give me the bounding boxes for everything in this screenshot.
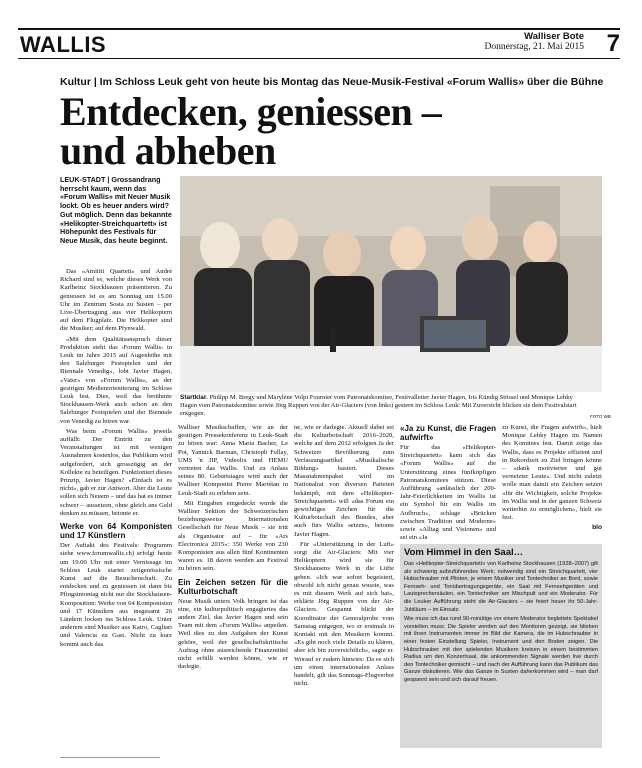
paper-name: Walliser Bote [524, 31, 584, 42]
article-column-4 [400, 424, 496, 540]
col4-subheading: «Ja zu Kunst, die Fragen aufwirft» [400, 424, 496, 442]
col5-paragraph: zu Kunst, die Fragen aufwirft», hielt Monique Lehky Hagen im Namen des Komitees fest. Damit zeige das Wallis, dass es Projekte effizient und in Rekordzeit zu Ziel bringen könne – «dank motivierter und gut vernetzter Leute». Und nicht zuletzt wolle man damit ein Zeichen setzen «für die Wichtigkeit, solche Projekte im Wallis und in der ganzen Schweiz weiterhin zu ermöglichen», hielt sie fest. [502, 424, 602, 522]
footer-rule [60, 757, 160, 758]
col1-paragraph: Was beim «Forum Wallis» jeweils auffällt: Der Eintritt zu den Veranstaltungen ist mit wenigen Ausnahmen kostenlos, das Publikum wird aufgefordert, sich grosszügig an der Kollekte zu beteiligen. Funktioniert dieses Prinzip, Javier Hagen? «Einfach ist es nicht», gab er zur Antwort. Aber die Leute sollen sich Neuem – und das hat es immer schwer – aussetzen, ohne gleich ans Geld denken zu müssen, betonte er. [60, 427, 172, 517]
issue-date: Donnerstag, 21. Mai 2015 [484, 42, 584, 52]
col1-paragraph: «Mit dem Qualitätsanspruch dieser Produktion steht das ‹Forum Wallis› in Leuk im Jahre 2015 auf Augenhöhe mit den Salzburger Festspielen und der Biennale Venedig», lobt Javier Hagen, «Vater» von «Forum Wallis», an der gestrigen Medienorientierung im Schloss Leuk fest. Dies, weil das berühmte Stockhausen-Werk auch schon an den Salzburger Festspielen und der Biennale von Venedig zu hören war. [60, 335, 172, 425]
header-top-rule [18, 28, 620, 30]
col3-paragraph: ne, wie er darlegte. Aktuell dabei sei die Kulturbotschaft 2016–2020, welche auf dem 2012 erfolgten Ja der Schweizer Bevölkerung zum Verfassungsartikel «Musikalische Bildung» basiert. Dieses Massnahmenpaket wird im Nationalrat von diversen Parteien bekämpft, mit dem «Helikopter-Streichquartett» will «das Forum ein gewichtiges Zeichen für die Kulturbotschaft des Bundes, aber auch fürs Wallis setzen», betonte Javier Hagen. [294, 424, 394, 538]
caption-text: Philipp M. Bregy und Marylène Volpi Fournier vom Patronatskomitee, Festivalleiter Javier Hagen, Iris Kündig Stössel und Monique Lehky Hagen vom Patronatskomitee sowie Jörg Ruppen von der Air-Glaciers (von links) gestern im Schloss Leuk: Mit Zuversicht blicken sie dem Festivalstart entgegen. [180, 394, 577, 417]
article-column-1 [60, 268, 172, 754]
col2-paragraph: Neue Musik unters Volk bringen ist das eine, ein kulturpolitisch engagiertes das andere Ziel, das Javier Hagen und sein Team mit dem «Forum Wallis» anpeilen. Weil dies zu den Aufgaben der Kunst gehöre, weil der gesellschaftskritische Auftrag ohne ausreichende Finanzmittel nicht erfüllt werden könne, wie er darlegte. [178, 597, 288, 671]
header-bottom-rule [18, 58, 620, 59]
article-column-2 [178, 424, 288, 754]
info-box-paragraph: Wie muss ich das rund 90-minütige vor einem Moderator begleitete Spektakel vorstellen muss: Die Spieler werden auf den Monitoren gezeigt, sie blieben mit ihren Instrumenten immer im Bild der Kamera, die im Hubschrauber in einer festen Einstellung Spieler, Instrument und den Boden zeigen. Die Hubschrauber mit den spielenden Musikern kreisen in einem bestimmten Radius um den Konzertsaal, die ankommenden Signale werden live durch den Tontechniker gemischt – und nach der Aufführung kann das Publikum das Ganze diskutieren. Wie das Ganze in Susten daherkommen wird – man darf gespannt sein und sich darauf freuen. [404, 616, 598, 683]
col5-signature-wrap [502, 524, 602, 532]
section-title: WALLIS [20, 32, 107, 57]
kicker: Kultur | Im Schloss Leuk geht von heute bis Montag das Neue-Musik-Festival «Forum Wallis» über die Bühne [60, 76, 604, 88]
col3-paragraph: Für «Unterstützung in der Luft» sorgt die Air-Glaciers: Mit vier Helikoptern wird sie für Stockhausens Werk in die Lüfte geben. «Ich war sofort begeistert, obwohl ich nicht genau wusste, was es mit diesem Werk auf sich hat», erklärte Jörg Ruppen von der Air-Glaciers. Gespannt blickt der Koordinator der Generalprobe vom Samstag entgegen, wo er erstmals in Kontakt mit den Musikern kommt. «Es gibt noch viele Details zu klären, aber ich bin zuversichtlich», sagte er. Worauf er zudem hinwies: Da es sich um einen internationalen Anlass handelt, gilt das Sonntags-Flugverbot nicht. [294, 540, 394, 688]
headline-line-1: Entdecken, geniessen – [60, 89, 442, 134]
col2-paragraph: Walliser Musikschaffen, wie an der gestrigen Pressekonferenz in Leuk-Stadt zu hören war: Anna Maria Bacher, Le Pot, Yannick Barman, Christoph Fellay, UMS 'n JIP, Videolix und HEMU vertreten das Wallis. Und zu Anlass seines 80. Geburtstages wird auch der Walliser Komponist Pierre Mariétan in Leuk-Stadt zu erleben sein. [178, 424, 288, 497]
info-box-text [404, 561, 598, 687]
col1-paragraph: Das «Amiitti Quartett» und André Richard sind es, welche dieses Werk von Karlheinz Stockhausen präsentieren. Zu geniessen ist es am Sonntag um 15.00 Uhr im Zentrum Sosta zu Susten – per Live-Übertragung aus vier Helikoptern auf dem Flugplatz. Die Helikopter sind die Musiker; auf dem Pfynwald. [60, 268, 172, 333]
col1-paragraph: Der Auftakt des Festivals: Programm siehe www.forumwallis.ch) erfolgt heute um 19.00 Uhr mit einer Vernissage im Schloss Leuk startet zeitgenössische Kunst auf die Besucherschaft. Zu entdecken und zu geniessen ist dann bis Pfingstmontag nicht nur die Stockhausen-Komposition: Werke von 64 Komponisten und 17 Künstlern aus insgesamt 26 Ländern locken ins Schloss Leuk. Unter anderem sind Musiker aus Kairo, Cagliari und Valencia zu Gast. Nicht zu kurz kommt auch das [60, 542, 172, 648]
photo-illustration [180, 176, 602, 392]
page-number: 7 [606, 30, 620, 57]
photo-caption [180, 394, 588, 418]
lead-paragraph: LEUK-STADT | Grossandrang herrscht kaum, wenn das «Forum Wallis» mit Neuer Musik lockt. Ob es heuer anders wird? Gut möglich. Denn das bekannte «Helikopter-Streichquartett» ist Höhepunkt des Festivals für Neue Musik, das heute beginnt. [60, 175, 172, 245]
headline [60, 89, 600, 173]
article-photo [180, 176, 602, 392]
col1-subheading: Werke von 64 Komponisten und 17 Künstlern [60, 522, 172, 541]
article-column-3 [294, 424, 394, 754]
info-box-title: Vom Himmel in den Saal… [404, 547, 524, 558]
col2-paragraph: Mit Eingaben eingedeckt wurde die Walliser Sektion der Schweizerischen beziehungsweise Internationalen Gesellschaft für Neue Musik – sie tritt als Organisator auf – für «Ars Electronica 2015»: 350 Werke von 230 Komponisten aus allen fünf Kontinenten waren es. 18 davon werden am Festival zu hören sein. [178, 499, 288, 573]
info-box-paragraph: Das «Helikopter-Streichquartett» von Karlheinz Stockhausen (1928–2007) gilt als schwierig aufzuführendes Werk; notwendig sind ein Streichquartett, vier Hubschrauber mit Piloten, je einem Musiker und Tontechniker an Bord, sowie Fernseh- und Tonübertragungsgeräte, ein Saal mit Fernsehgeräten und Lautsprechersäulen, ein Tontechniker am Mischpult und ein Moderator. Für die Leuker Aufführung steht die Air-Glaciers – sie feiert heuer ihr 50-Jahr-Jubiläum – im Einsatz. [404, 561, 598, 613]
paper-masthead [485, 31, 584, 53]
col2-subheading: Ein Zeichen setzen für die Kulturbotschaft [178, 577, 288, 596]
headline-line-2: und abheben [60, 128, 276, 173]
article-column-5 [502, 424, 602, 540]
author-signature: blo [592, 524, 602, 532]
caption-label: Startklar. [180, 394, 208, 401]
photo-credit: FOTO WB [590, 414, 611, 419]
col4-paragraph: Für das «Helikopter-Streichquartett» kann sich das «Forum Wallis» auf die Unterstützung eines fünfköpfigen Patronatskomitees stützen. Diese Aufführung «anlässlich der 200-Jahr-Feierlichkeiten im Wallis ist ein Symbol für ein Wallis im Aufbruch», schlage «Brücken zwischen Tradition und Moderne» sowie «Alltag und Visionen» und sei ein «Ja [400, 444, 496, 540]
